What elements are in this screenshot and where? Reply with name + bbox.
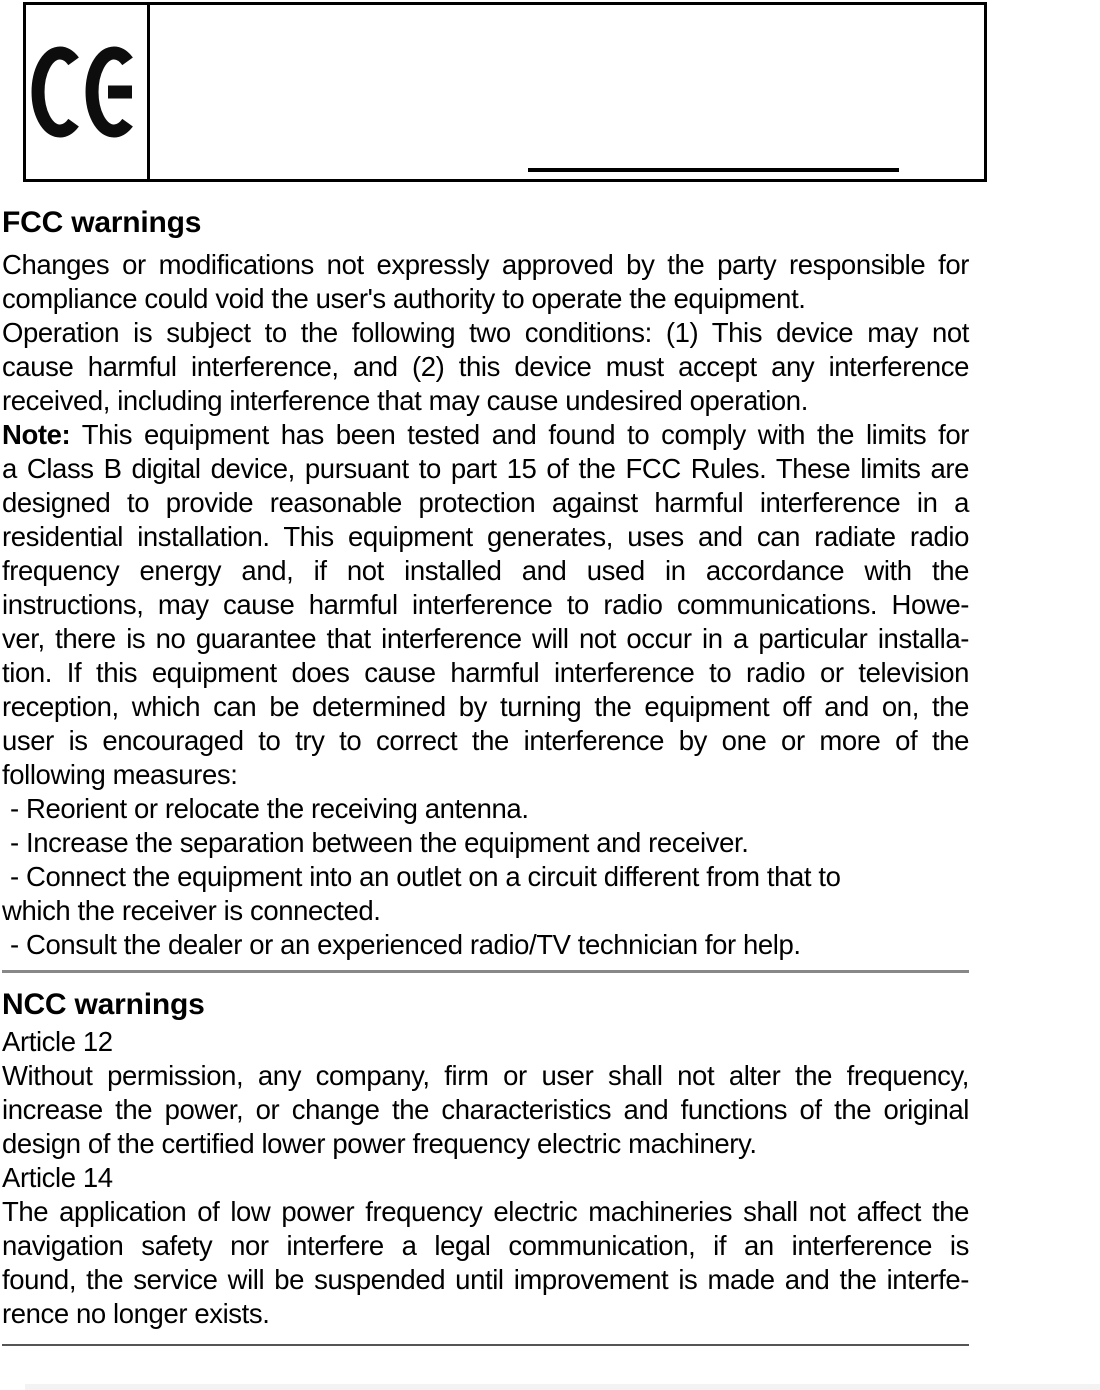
text-line: ver, there is no guarantee that interference will not occur in a particular installa- [2, 623, 969, 654]
text-line: received, including interference that may cause undesired operation. [2, 385, 808, 416]
paragraph [2, 418, 969, 792]
text-line: increase the power, or change the characteristics and functions of the original [2, 1094, 969, 1125]
body-content [2, 180, 969, 1346]
text-line: instructions, may cause harmful interference to radio communications. Howe- [2, 589, 969, 620]
section-ncc-warnings [2, 988, 969, 1331]
text-line: a Class B digital device, pursuant to part 15 of the FCC Rules. These limits are [2, 453, 969, 484]
text-line: designed to provide reasonable protection against harmful interference in a [2, 487, 969, 518]
text-line: Note: This equipment has been tested and found to comply with the limits for [2, 419, 969, 450]
text-line: cause harmful interference, and (2) this device must accept any interference [2, 351, 969, 382]
bottom-divider [2, 1344, 969, 1346]
compliance-header-table [23, 2, 987, 182]
signature-line [528, 168, 899, 172]
measure-list [2, 792, 969, 962]
text-line: - Reorient or relocate the receiving antenna. [10, 793, 529, 824]
text-line: Operation is subject to the following two conditions: (1) This device may not [2, 317, 969, 348]
fcc-ncc-divider [2, 970, 969, 973]
text-line: which the receiver is connected. [2, 895, 381, 926]
text-line: compliance could void the user's authority to operate the equipment. [2, 283, 806, 314]
ce-mark-icon [31, 46, 143, 138]
text-line: residential installation. This equipment generates, uses and can radiate radio [2, 521, 969, 552]
paragraph [2, 1025, 969, 1331]
paragraph [2, 316, 969, 418]
text-line: Changes or modifications not expressly approved by the party responsible for [2, 249, 969, 280]
section-heading: NCC warnings [2, 988, 205, 1021]
text-line: following measures: [2, 759, 238, 790]
text-line: Article 12 [2, 1026, 113, 1057]
text-line: Without permission, any company, firm or user shall not alter the frequency, [2, 1060, 969, 1091]
paragraph [2, 248, 969, 316]
footer-bar [25, 1384, 1100, 1390]
text-line: design of the certified lower power frequency electric machinery. [2, 1128, 757, 1159]
section-fcc-warnings [2, 206, 969, 962]
section-heading: FCC warnings [2, 206, 202, 239]
text-line: tion. If this equipment does cause harmful interference to radio or television [2, 657, 969, 688]
text-line: frequency energy and, if not installed and used in accordance with the [2, 555, 969, 586]
text-line: - Consult the dealer or an experienced radio/TV technician for help. [10, 929, 801, 960]
text-line: reception, which can be determined by turning the equipment off and on, the [2, 691, 969, 722]
text-line: found, the service will be suspended until improvement is made and the interfe- [2, 1264, 969, 1295]
text-line: The application of low power frequency electric machineries shall not affect the [2, 1196, 969, 1227]
text-line: Article 14 [2, 1162, 113, 1193]
signature-cell [150, 5, 984, 179]
text-line: user is encouraged to try to correct the interference by one or more of the [2, 725, 969, 756]
text-line: - Connect the equipment into an outlet on a circuit different from that to [10, 861, 841, 892]
text-line: rence no longer exists. [2, 1298, 270, 1329]
text-line: - Increase the separation between the equipment and receiver. [10, 827, 749, 858]
ce-mark-cell [26, 5, 150, 179]
text-line: navigation safety nor interfere a legal communication, if an interference is [2, 1230, 969, 1261]
